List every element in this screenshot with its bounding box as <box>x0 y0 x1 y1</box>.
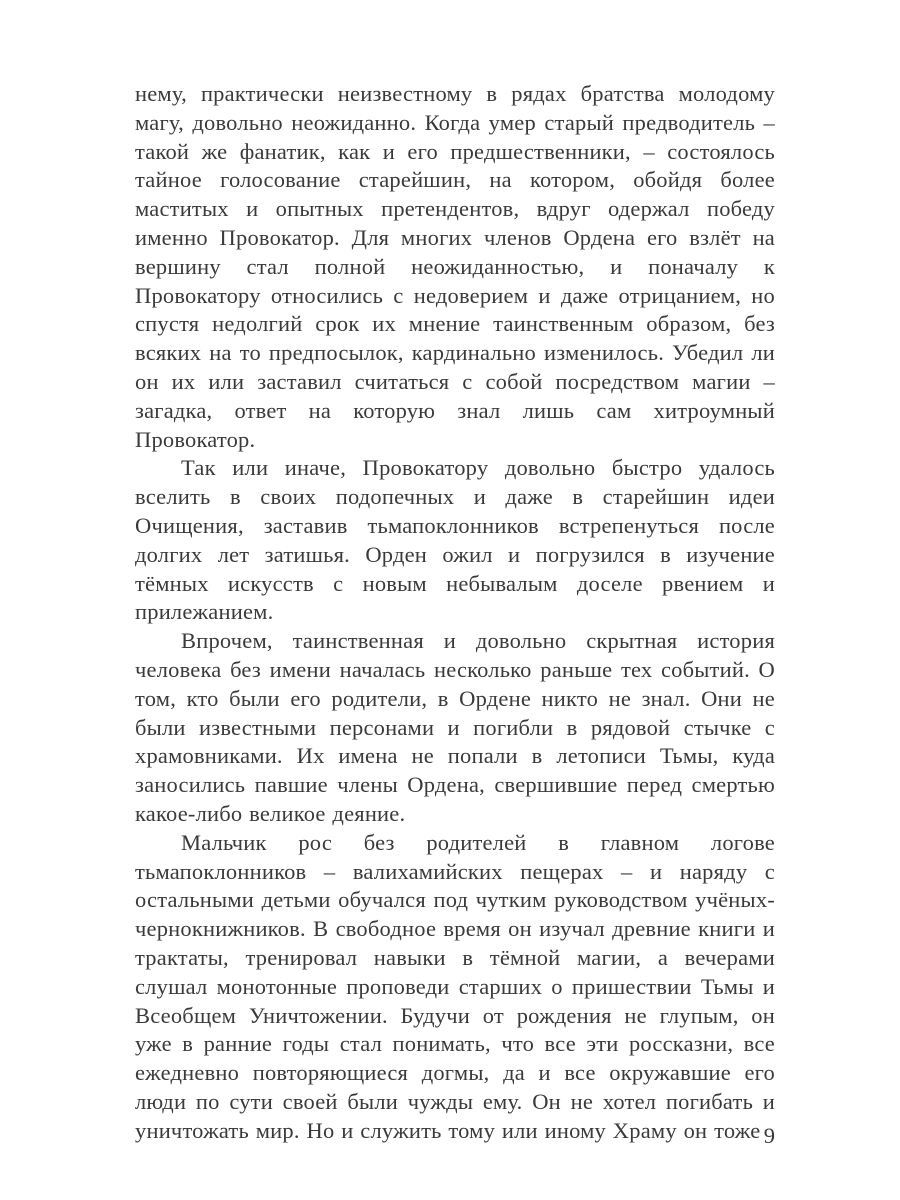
paragraph: Так или иначе, Провокатору довольно быстро удалось вселить в своих подопечных и даже в старейшин идеи Очищения, заставив тьмапоклонников встрепенуться после долгих лет затишья. Орден ожил и погрузился в изучение тёмных искусств с новым небывалым доселе рвением и прилежанием. <box>135 455 775 625</box>
paragraph-continuation: нему, практически неизвестному в рядах братства молодому магу, довольно неожиданно. Когда умер старый предводитель – такой же фанатик, как и его предшественники, – состоялось тайное голосование старейшин, на котором, обойдя более маститых и опытных претендентов, вдруг одержал победу именно Провокатор. Для многих членов Ордена его взлёт на вершину стал полной неожиданностью, и поначалу к Провокатору относились с недоверием и даже отрицанием, но спустя недолгий срок их мнение таинственным образом, без всяких на то предпосылок, кардинально изменилось. Убедил ли он их или заставил считаться с собой посредством магии – загадка, ответ на которую знал лишь сам хитроумный Провокатор. <box>135 81 775 452</box>
paragraph: Мальчик рос без родителей в главном логове тьмапоклонников – валихамийских пещерах – и наряду с остальными детьми обучался под чутким руководством учёных-чернокнижников. В свободное время он изучал древние книги и трактаты, тренировал навыки в тёмной магии, а вечерами слушал монотонные проповеди старших о пришествии Тьмы и Всеобщем Уничтожении. Будучи от рождения не глупым, он уже в ранние годы стал понимать, что все эти россказни, все ежедневно повторяющиеся догмы, да и все окружавшие его люди по сути своей были чужды ему. Он не хотел погибать и уничтожать мир. Но и служить тому или иному Храму он тоже <box>135 829 775 1143</box>
page-text-block <box>135 80 775 1145</box>
paragraph: Впрочем, таинственная и довольно скрытная история человека без имени началась несколько раньше тех событий. О том, кто были его родители, в Ордене никто не знал. Они не были известными персонами и погибли в рядовой стычке с храмовниками. Их имена не попали в летописи Тьмы, куда заносились павшие члены Ордена, свершившие перед смертью какое-либо великое деяние. <box>135 628 775 826</box>
page-number: 9 <box>763 1123 775 1148</box>
